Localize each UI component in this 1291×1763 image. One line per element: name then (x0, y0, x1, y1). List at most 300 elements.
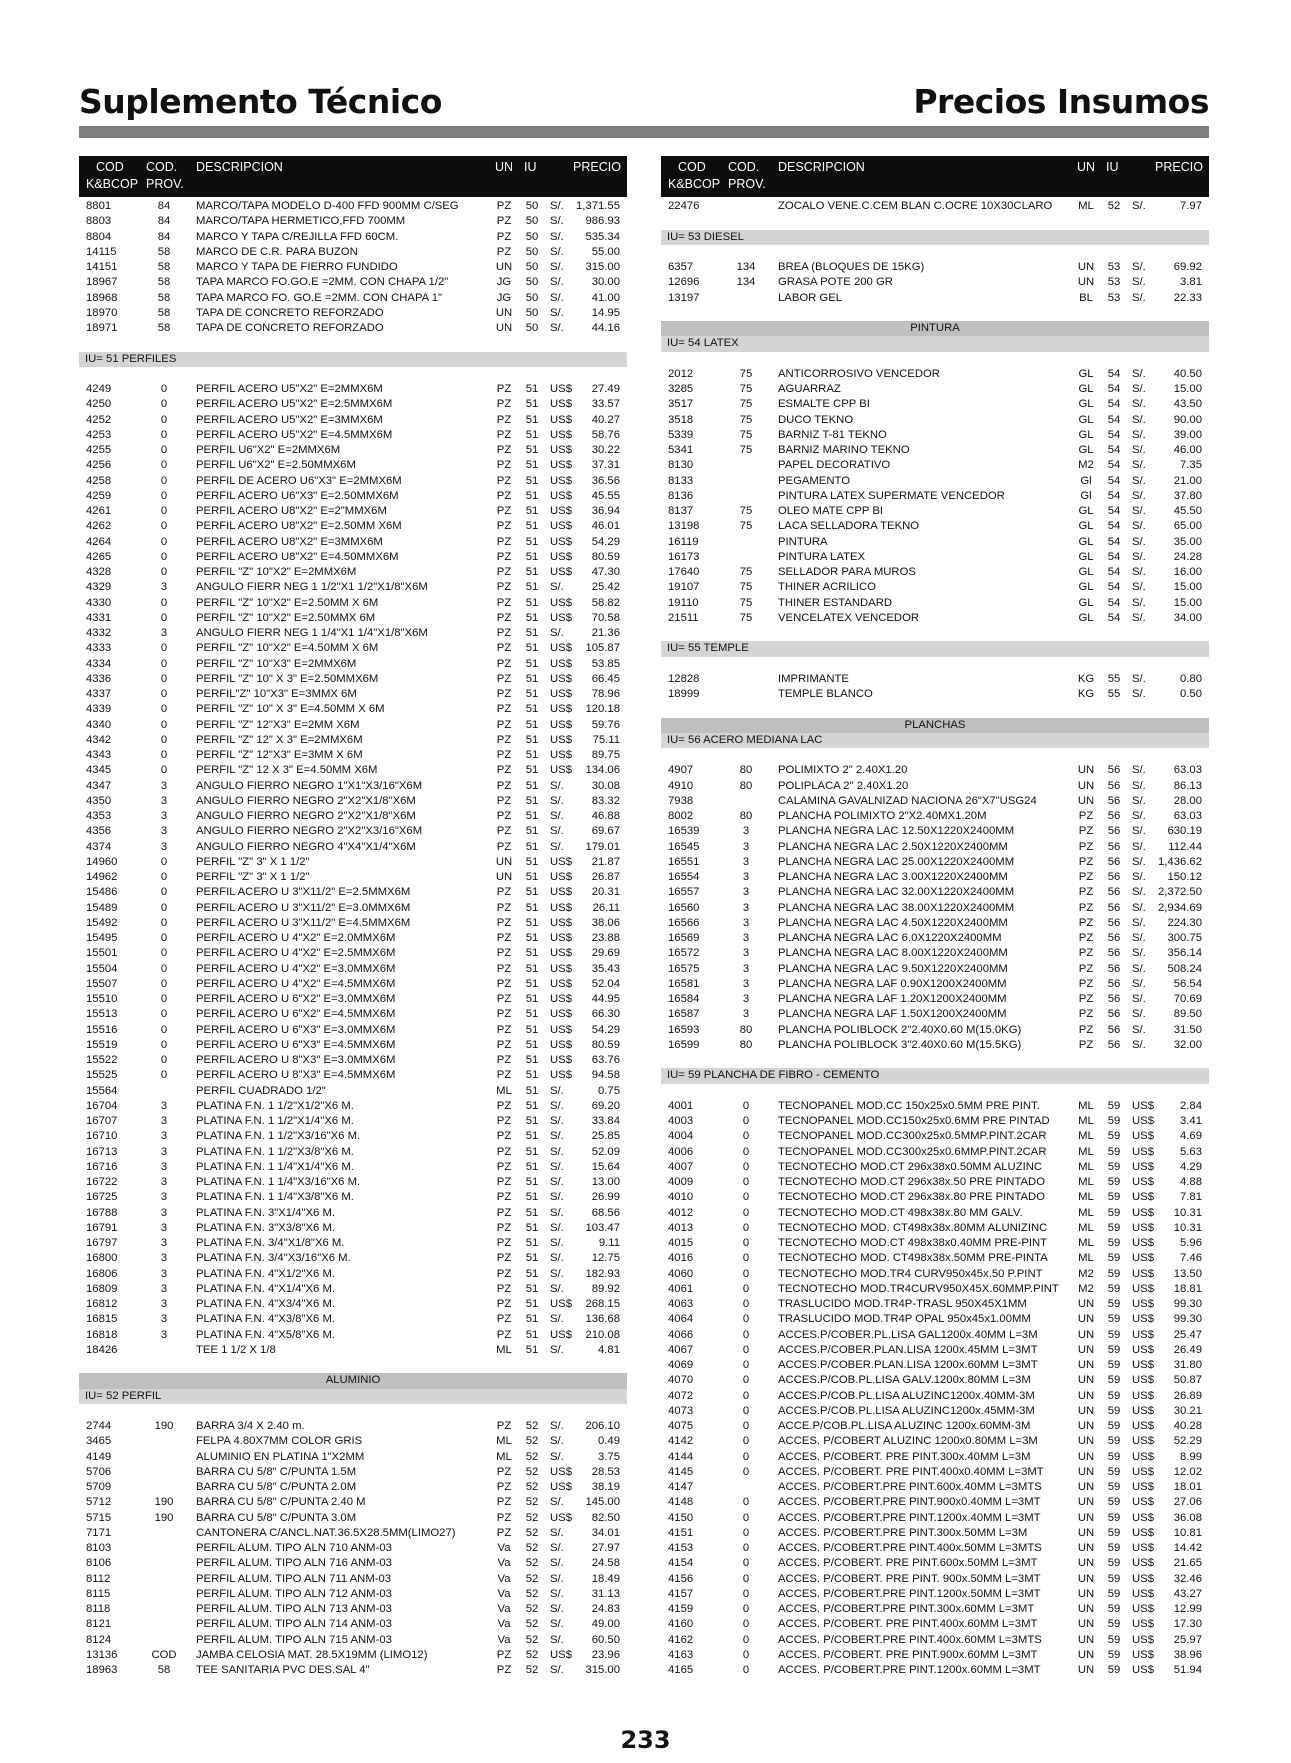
cell-un: UN (1077, 779, 1095, 792)
cell-cod: 8133 (668, 474, 694, 487)
cell-iu: 51 (525, 383, 539, 395)
cell-moneda: S/. (1132, 611, 1146, 624)
cell-cod: 4151 (668, 1526, 694, 1539)
cell-moneda: S/. (550, 1542, 564, 1554)
cell-un: UN (495, 322, 513, 334)
table-row (79, 214, 627, 229)
cell-cod: 16569 (668, 932, 700, 944)
table-row (79, 611, 627, 626)
cell-descripcion: PLATINA F.N. 1 1/2"X3/8"X6 M. (196, 1145, 354, 1158)
cell-cod-prov: 3 (160, 810, 168, 822)
table-row (79, 1602, 627, 1617)
cell-moneda: US$ (550, 398, 572, 411)
cell-iu: 51 (525, 474, 539, 487)
cell-moneda: S/. (550, 1191, 564, 1204)
cell-descripcion: PERFIL U6"X2" E=2.50MMX6M (196, 459, 356, 472)
cell-iu: 50 (525, 306, 539, 319)
cell-iu: 53 (1107, 276, 1121, 289)
table-row (79, 428, 627, 443)
cell-un: PZ (496, 1282, 512, 1295)
cell-precio: 30.08 (591, 779, 620, 792)
cell-precio: 37.31 (591, 459, 620, 472)
cell-cod: 8130 (668, 459, 694, 472)
cell-iu: 53 (1107, 291, 1121, 304)
cell-un: PZ (496, 566, 512, 578)
table-row (661, 1328, 1209, 1343)
table-row (661, 1023, 1209, 1038)
cell-descripcion: PLANCHA NEGRA LAC 12.50X1220X2400MM (778, 825, 1015, 838)
cell-cod-prov: 0 (742, 1389, 750, 1402)
cell-iu: 54 (1107, 367, 1121, 380)
cell-precio: 26.49 (1173, 1343, 1202, 1356)
cell-precio: 145.00 (585, 1496, 620, 1509)
cell-descripcion: PERFIL U6"X2" E=2MMX6M (196, 444, 341, 456)
cell-iu: 53 (1107, 261, 1121, 273)
table-row (79, 1572, 627, 1587)
cell-un: UN (1077, 1404, 1095, 1417)
cell-precio: 28.53 (591, 1465, 620, 1478)
cell-precio: 15.64 (591, 1160, 620, 1173)
cell-un: PZ (496, 1008, 512, 1021)
cell-cod-prov: 75 (739, 383, 753, 395)
cell-precio: 630.19 (1167, 825, 1202, 838)
cell-cod: 4007 (668, 1160, 694, 1173)
cell-moneda: US$ (550, 977, 572, 990)
cell-un: PZ (496, 474, 512, 487)
cell-cod-prov: 0 (160, 474, 168, 487)
cell-precio: 36.08 (1173, 1511, 1202, 1524)
cell-descripcion: PEGAMENTO (778, 474, 850, 487)
cell-un: UN (1077, 1435, 1095, 1448)
cell-iu: 54 (1107, 428, 1121, 441)
cell-descripcion: TECNOPANEL MOD.CC 150x25x0.5MM PRE PINT. (778, 1099, 1040, 1112)
cell-cod-prov: 3 (742, 993, 750, 1005)
table-row (661, 1526, 1209, 1541)
row-spacer (79, 1404, 627, 1419)
row-spacer (661, 626, 1209, 641)
cell-un: UN (1077, 1603, 1095, 1615)
cell-precio: 65.00 (1173, 520, 1202, 533)
cell-cod: 8002 (668, 810, 694, 822)
cell-descripcion: PLATINA F.N. 4"X3/4"X6 M. (196, 1298, 336, 1310)
cell-descripcion: TECNOTECHO MOD.CT 296x38x.80 PRE PINTADO (778, 1191, 1045, 1204)
cell-cod: 16554 (668, 871, 700, 883)
table-row (79, 931, 627, 946)
section-header: IU= 51 PERFILES (79, 352, 627, 367)
cell-iu: 59 (1107, 1176, 1121, 1188)
cell-cod-prov: 80 (739, 1038, 753, 1051)
section-header: IU= 59 PLANCHA DE FIBRO - CEMENTO (661, 1068, 1209, 1083)
cell-cod-prov: 0 (160, 916, 168, 929)
cell-descripcion: TECNOTECHO MOD.CT 498x38x.80 MM GALV. (778, 1206, 1023, 1219)
cell-moneda: S/. (550, 200, 564, 212)
table-row (661, 1495, 1209, 1510)
cell-cod-prov: 0 (160, 596, 168, 609)
row-spacer (79, 1358, 627, 1373)
table-row (79, 1038, 627, 1053)
cell-un: PZ (496, 1511, 512, 1524)
cell-moneda: US$ (1132, 1115, 1154, 1127)
cell-descripcion: MARCO DE C.R. PARA BUZON (196, 245, 358, 258)
table-row (79, 565, 627, 580)
cell-cod: 13198 (668, 520, 700, 533)
cell-un: GL (1078, 444, 1094, 456)
cell-cod-prov: 190 (154, 1496, 174, 1509)
col-prov: COD. (146, 160, 178, 174)
cell-descripcion: PERFIL ACERO U5"X2" E=3MMX6M (196, 413, 383, 426)
cell-cod: 4150 (668, 1511, 694, 1524)
cell-precio: 16.00 (1173, 566, 1202, 578)
table-row (79, 1206, 627, 1221)
cell-iu: 59 (1107, 1374, 1121, 1387)
cell-cod-prov: 0 (160, 398, 168, 411)
cell-precio: 1,436.62 (1158, 855, 1202, 868)
table-row (661, 1480, 1209, 1495)
cell-cod-prov: 0 (160, 1008, 168, 1021)
table-row (661, 855, 1209, 870)
cell-moneda: US$ (550, 566, 572, 578)
cell-cod-prov: 0 (742, 1191, 750, 1204)
cell-cod: 18968 (86, 291, 118, 304)
cell-un: PZ (496, 1023, 512, 1036)
cell-un: UN (495, 306, 513, 319)
cell-cod-prov: 75 (739, 398, 753, 411)
cell-cod-prov: 84 (157, 230, 171, 243)
cell-descripcion: BARNIZ MARINO TEKNO (778, 444, 910, 456)
cell-cod-prov: 0 (160, 749, 168, 761)
cell-moneda: S/. (1132, 413, 1146, 426)
table-row (79, 840, 627, 855)
section-header: IU= 55 TEMPLE (661, 641, 1209, 656)
cell-precio: 5.96 (1180, 1237, 1202, 1249)
cell-precio: 68.56 (591, 1206, 620, 1219)
cell-moneda: S/. (1132, 810, 1146, 822)
table-row (661, 291, 1209, 306)
row-spacer (661, 1053, 1209, 1068)
section-header: IU= 56 ACERO MEDIANA LAC (661, 733, 1209, 748)
table-row (79, 1495, 627, 1510)
table-row (79, 260, 627, 275)
header-divider-bar (79, 126, 1209, 138)
cell-moneda: S/. (550, 794, 564, 807)
cell-descripcion: CALAMINA GAVALNIZAD NACIONA 26"X7"USG24 (778, 794, 1037, 807)
cell-un: PZ (496, 1526, 512, 1539)
cell-cod: 8106 (86, 1557, 112, 1570)
table-row (79, 1450, 627, 1465)
cell-precio: 206.10 (585, 1420, 620, 1432)
cell-un: M2 (1078, 1267, 1094, 1280)
cell-precio: 52.29 (1173, 1435, 1202, 1448)
cell-moneda: US$ (1132, 1648, 1154, 1661)
cell-moneda: S/. (550, 1160, 564, 1173)
cell-precio: 33.84 (591, 1115, 620, 1127)
cell-descripcion: ANGULO FIERR NEG 1 1/2"X1 1/2"X1/8"X6M (196, 581, 428, 594)
cell-descripcion: PLANCHA POLIBLOCK 2"2.40X0.60 M(15.0KG) (778, 1023, 1022, 1036)
cell-descripcion: PERFIL ACERO U 6"X2" E=4.5MMX6M (196, 1008, 396, 1021)
cell-un: PZ (496, 1176, 512, 1188)
cell-iu: 59 (1107, 1298, 1121, 1310)
cell-descripcion: ACCES. P/COBERT.PRE PINT.900x0.40MM L=3MT (778, 1496, 1041, 1509)
cell-cod-prov: 0 (742, 1206, 750, 1219)
cell-precio: 30.21 (1173, 1404, 1202, 1417)
table-row (79, 596, 627, 611)
cell-moneda: US$ (550, 703, 572, 716)
cell-un: UN (1077, 1328, 1095, 1341)
cell-precio: 52.09 (591, 1145, 620, 1158)
cell-cod-prov: 0 (742, 1420, 750, 1432)
cell-un: PZ (496, 779, 512, 792)
cell-descripcion: FELPA 4.80X7MM COLOR GRIS (196, 1435, 363, 1448)
cell-un: ML (496, 1435, 512, 1448)
cell-iu: 56 (1107, 855, 1121, 868)
table-row (79, 489, 627, 504)
cell-descripcion: PLANCHA NEGRA LAC 38.00X1220X2400MM (778, 901, 1015, 914)
cell-precio: 47.30 (591, 566, 620, 578)
cell-cod: 4262 (86, 520, 112, 533)
cell-moneda: US$ (1132, 1450, 1154, 1463)
table-row (79, 1190, 627, 1205)
cell-moneda: S/. (1132, 505, 1146, 517)
cell-cod-prov: 0 (160, 947, 168, 960)
cell-un: ML (1078, 1252, 1094, 1265)
cell-precio: 7.81 (1180, 1191, 1202, 1204)
table-row (79, 1145, 627, 1160)
cell-moneda: US$ (1132, 1374, 1154, 1387)
cell-cod-prov: 58 (157, 261, 171, 273)
cell-un: UN (1077, 1572, 1095, 1585)
cell-precio: 66.30 (591, 1008, 620, 1021)
cell-precio: 99.30 (1173, 1313, 1202, 1326)
cell-iu: 56 (1107, 871, 1121, 883)
cell-moneda: US$ (550, 489, 572, 502)
cell-moneda: S/. (550, 1664, 564, 1676)
cell-cod-prov: 75 (739, 505, 753, 517)
cell-cod: 4353 (86, 810, 112, 822)
cell-iu: 51 (525, 1038, 539, 1051)
cell-descripcion: PERFIL ACERO U 3"X11/2" E=4.5MMX6M (196, 916, 411, 929)
col-prov: COD. (728, 160, 760, 174)
cell-precio: 26.11 (592, 901, 620, 914)
cell-iu: 51 (525, 733, 539, 746)
cell-moneda: US$ (1132, 1420, 1154, 1432)
cell-descripcion: PERFIL ALUM. TIPO ALN 713 ANM-03 (196, 1603, 392, 1615)
cell-cod: 16557 (668, 886, 700, 899)
cell-un: PZ (496, 230, 512, 243)
cell-un: UN (1077, 1359, 1095, 1371)
cell-descripcion: PERFIL"Z" 10"X3" E=3MMX 6M (196, 688, 357, 700)
cell-cod-prov: 0 (742, 1511, 750, 1524)
cell-cod: 18967 (86, 276, 118, 289)
cell-iu: 52 (525, 1648, 539, 1661)
cell-precio: 12.99 (1173, 1603, 1202, 1615)
cell-precio: 80.59 (591, 1038, 620, 1051)
cell-cod-prov: 0 (742, 1542, 750, 1554)
cell-cod-prov: 0 (160, 1069, 168, 1082)
cell-cod: 4075 (668, 1420, 694, 1432)
cell-moneda: S/. (1132, 535, 1146, 548)
cell-precio: 58.82 (591, 596, 620, 609)
cell-descripcion: PLATINA F.N. 4"X1/4"X6 M. (196, 1282, 336, 1295)
cell-cod-prov: 0 (160, 962, 168, 975)
cell-descripcion: PLATINA F.N. 1 1/4"X3/16"X6 M. (196, 1176, 361, 1188)
cell-cod: 15492 (86, 916, 118, 929)
cell-descripcion: PERFIL "Z" 12"X3" E=2MM X6M (196, 718, 360, 731)
cell-moneda: US$ (550, 993, 572, 1005)
cell-iu: 51 (525, 413, 539, 426)
cell-moneda: S/. (550, 1496, 564, 1509)
cell-precio: 4.69 (1180, 1130, 1202, 1143)
cell-precio: 12.02 (1173, 1465, 1202, 1478)
cell-moneda: US$ (1132, 1633, 1154, 1646)
cell-precio: 0.80 (1180, 672, 1202, 685)
col-un: UN (1077, 160, 1096, 174)
cell-moneda: S/. (1132, 261, 1146, 273)
table-row (79, 1007, 627, 1022)
cell-iu: 51 (525, 871, 539, 883)
table-row (79, 1084, 627, 1099)
cell-precio: 36.56 (591, 474, 620, 487)
cell-un: PZ (496, 459, 512, 472)
cell-iu: 59 (1107, 1206, 1121, 1219)
cell-precio: 89.50 (1173, 1008, 1202, 1021)
cell-precio: 0.50 (1180, 688, 1202, 700)
cell-cod: 4350 (86, 794, 112, 807)
cell-moneda: S/. (550, 1526, 564, 1539)
cell-cod-prov: 0 (160, 1038, 168, 1051)
cell-un: PZ (1078, 1023, 1094, 1036)
cell-cod-prov: 0 (160, 688, 168, 700)
table-row (661, 1099, 1209, 1114)
cell-cod: 6357 (668, 261, 694, 273)
table-row (79, 1587, 627, 1602)
cell-iu: 51 (525, 1328, 539, 1341)
cell-descripcion: BARRA 3/4 X 2.40 m. (196, 1420, 305, 1432)
cell-un: ML (1078, 1237, 1094, 1249)
cell-descripcion: LACA SELLADORA TEKNO (778, 520, 920, 533)
table-row (661, 1145, 1209, 1160)
cell-iu: 59 (1107, 1435, 1121, 1448)
cell-un: Va (497, 1542, 511, 1554)
cell-precio: 150.12 (1167, 871, 1202, 883)
table-row (79, 1541, 627, 1556)
cell-descripcion: TEE SANITARIA PVC DES.SAL 4" (196, 1664, 370, 1676)
cell-iu: 51 (525, 1084, 539, 1097)
cell-un: GL (1078, 413, 1094, 426)
cell-precio: 23.88 (591, 932, 620, 944)
cell-precio: 60.50 (591, 1633, 620, 1646)
cell-moneda: S/. (1132, 916, 1146, 929)
cell-un: PZ (496, 810, 512, 822)
table-row (661, 596, 1209, 611)
cell-descripcion: ACCES.P/COB.PL.LISA GALV.1200x.80MM L=3M (778, 1374, 1031, 1387)
cell-moneda: S/. (550, 230, 564, 243)
cell-precio: 28.00 (1173, 794, 1202, 807)
cell-un: UN (1077, 1481, 1095, 1493)
cell-cod: 15489 (86, 901, 118, 914)
cell-cod-prov: 0 (742, 1099, 750, 1112)
cell-moneda: S/. (1132, 977, 1146, 990)
cell-precio: 18.81 (1173, 1282, 1202, 1295)
cell-cod-prov: 3 (742, 840, 750, 853)
cell-un: ML (1078, 1130, 1094, 1143)
cell-cod: 19110 (668, 596, 699, 609)
cell-precio: 15.00 (1173, 383, 1202, 395)
table-row (79, 855, 627, 870)
cell-moneda: S/. (1132, 871, 1146, 883)
table-row (79, 718, 627, 733)
table-row (661, 1251, 1209, 1266)
cell-precio: 112.44 (1168, 840, 1202, 853)
cell-cod-prov: 75 (739, 428, 753, 441)
cell-iu: 55 (1107, 688, 1121, 700)
cell-cod-prov: 0 (742, 1618, 750, 1631)
cell-precio: 18.49 (591, 1572, 620, 1585)
cell-moneda: S/. (550, 1343, 564, 1356)
cell-un: PZ (496, 1252, 512, 1265)
cell-descripcion: THINER ESTANDARD (778, 596, 893, 609)
cell-iu: 59 (1107, 1313, 1121, 1326)
cell-descripcion: PINTURA LATEX SUPERMATE VENCEDOR (778, 489, 1005, 502)
table-row (661, 687, 1209, 702)
cell-descripcion: ACCES. P/COBERT.PRE PINT.600x.40MM L=3MTS (778, 1481, 1042, 1493)
cell-descripcion: TECNOTECHO MOD. CT498x38x.50MM PRE-PINTA (778, 1252, 1048, 1265)
cell-descripcion: PLATINA F.N. 3"X3/8"X6 M. (196, 1221, 336, 1234)
cell-precio: 80.59 (591, 550, 620, 563)
cell-iu: 59 (1107, 1496, 1121, 1509)
table-row (79, 992, 627, 1007)
cell-un: BL (1079, 291, 1093, 304)
cell-cod-prov: 0 (742, 1435, 750, 1448)
cell-iu: 54 (1107, 459, 1121, 472)
cell-iu: 54 (1107, 383, 1121, 395)
cell-moneda: S/. (550, 1130, 564, 1143)
cell-un: PZ (496, 398, 512, 411)
cell-cod-prov: 3 (742, 1008, 750, 1021)
cell-cod: 18970 (86, 306, 118, 319)
cell-un: UN (1077, 1389, 1095, 1402)
category-band: PLANCHAS (661, 718, 1209, 733)
cell-moneda: S/. (550, 1267, 564, 1280)
cell-descripcion: PLANCHA NEGRA LAC 32.00X1220X2400MM (778, 886, 1015, 899)
cell-precio: 10.31 (1173, 1206, 1202, 1219)
cell-un: PZ (496, 1145, 512, 1158)
cell-moneda: US$ (550, 1008, 572, 1021)
cell-moneda: S/. (550, 581, 564, 594)
table-row (661, 1511, 1209, 1526)
cell-cod: 4003 (668, 1115, 694, 1127)
cell-iu: 56 (1107, 962, 1121, 975)
cell-cod-prov: 3 (160, 1115, 168, 1127)
cell-cod-prov: 0 (742, 1633, 750, 1646)
cell-iu: 51 (525, 1206, 539, 1219)
cell-un: UN (1077, 1648, 1095, 1661)
cell-precio: 99.30 (1173, 1298, 1202, 1310)
table-row (79, 1267, 627, 1282)
table-row (79, 748, 627, 763)
cell-moneda: S/. (1132, 688, 1146, 700)
cell-precio: 46.01 (591, 520, 620, 533)
cell-precio: 82.50 (591, 1511, 620, 1524)
cell-precio: 18.01 (1173, 1481, 1202, 1493)
cell-iu: 50 (525, 276, 539, 289)
cell-descripcion: PLANCHA NEGRA LAC 2.50X1220X2400MM (778, 840, 1008, 853)
cell-un: ML (1078, 200, 1094, 212)
cell-precio: 38.19 (591, 1481, 620, 1493)
cell-cod: 4160 (668, 1618, 694, 1631)
cell-precio: 9.11 (598, 1237, 620, 1249)
cell-moneda: S/. (550, 1313, 564, 1326)
cell-precio: 39.00 (1173, 428, 1202, 441)
